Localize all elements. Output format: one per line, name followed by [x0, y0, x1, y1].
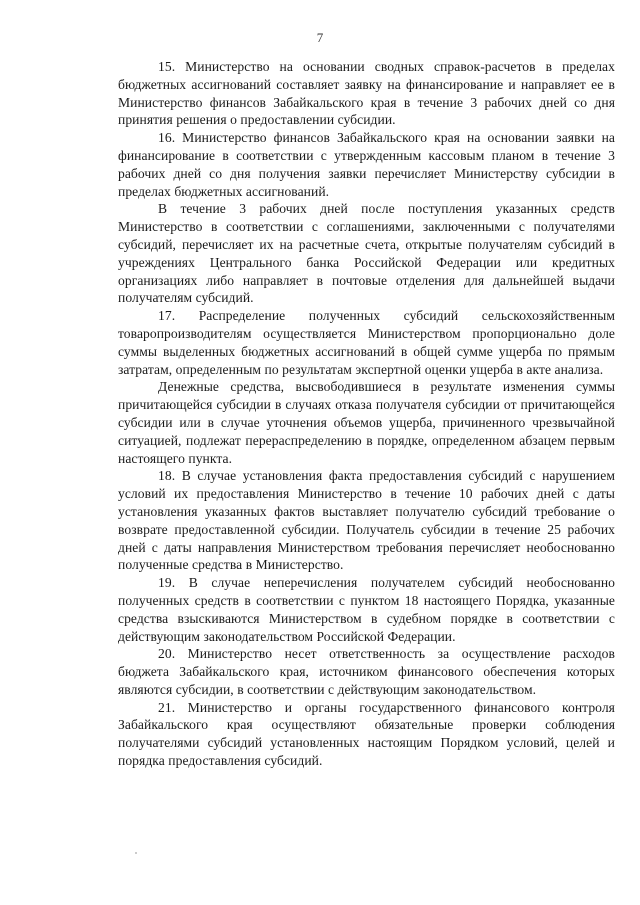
paragraph-clause-15: 15. Министерство на основании сводных справок-расчетов в пределах бюджетных ассигнований составляет заявку на финансирование и направляет ее в Министерство финансов Забайкальского края в течение 3 рабочих дней со дня принятия решения о предоставлении субсидии. [118, 59, 615, 128]
paragraph-clause-16-continued: В течение 3 рабочих дней после поступления указанных средств Министерство в соответствии с соглашениями, заключенными с получателями субсидий, перечисляет их на расчетные счета, открытые получателям субсидий в учреждениях Центрального банка Российской Федерации или кредитных организациях либо направляет в почтовые отделения для дальнейшей выдачи получателям субсидий. [118, 201, 615, 306]
paragraph-clause-17: 17. Распределение полученных субсидий сельскохозяйственным товаропроизводителям осуществляется Министерством пропорционально доле суммы выделенных бюджетных ассигнований в общей сумме ущерба по прямым затратам, определенным по результатам экспертной оценки ущерба в акте анализа. [118, 308, 615, 377]
paragraph-clause-19: 19. В случае неперечисления получателем субсидий необоснованно полученных средств в соответствии с пунктом 18 настоящего Порядка, указанные средства взыскиваются Министерством в судебном порядке в соответствии с действующим законодательством Российской Федерации. [118, 575, 615, 644]
paragraph-clause-20: 20. Министерство несет ответственность за осуществление расходов бюджета Забайкальского края, источником финансового обеспечения которых являются субсидии, в соответствии с действующим законодательством. [118, 646, 615, 697]
document-body [118, 58, 615, 770]
paragraph-clause-16: 16. Министерство финансов Забайкальского края на основании заявки на финансирование в соответствии с утвержденным кассовым планом в течение 3 рабочих дней со дня получения заявки перечисляет Министерству субсидии в пределах бюджетных ассигнований. [118, 130, 615, 199]
scan-speck [135, 852, 137, 854]
paragraph-clause-21: 21. Министерство и органы государственного финансового контроля Забайкальского края осуществляют обязательные проверки соблюдения получателями субсидий установленных настоящим Порядком условий, целей и порядка предоставления субсидий. [118, 699, 615, 769]
paragraph-clause-18: 18. В случае установления факта предоставления субсидий с нарушением условий их предоставления Министерство в течение 10 рабочих дней с даты установления указанных фактов выставляет получателю субсидий требование о возврате предоставленной субсидии. Получатель субсидии в течение 25 рабочих дней с даты направления Министерством требования перечисляет необоснованно полученные средства в Министерство. [118, 468, 615, 573]
paragraph-clause-17-continued: Денежные средства, высвободившиеся в результате изменения суммы причитающейся субсидии в случаях отказа получателя субсидии от причитающейся субсидии или в случае уточнения объемов ущерба, причиненного чрезвычайной ситуацией, подлежат перераспределению в порядке, определенном абзацем первым настоящего пункта. [118, 379, 615, 466]
page-number: 7 [316, 30, 324, 45]
